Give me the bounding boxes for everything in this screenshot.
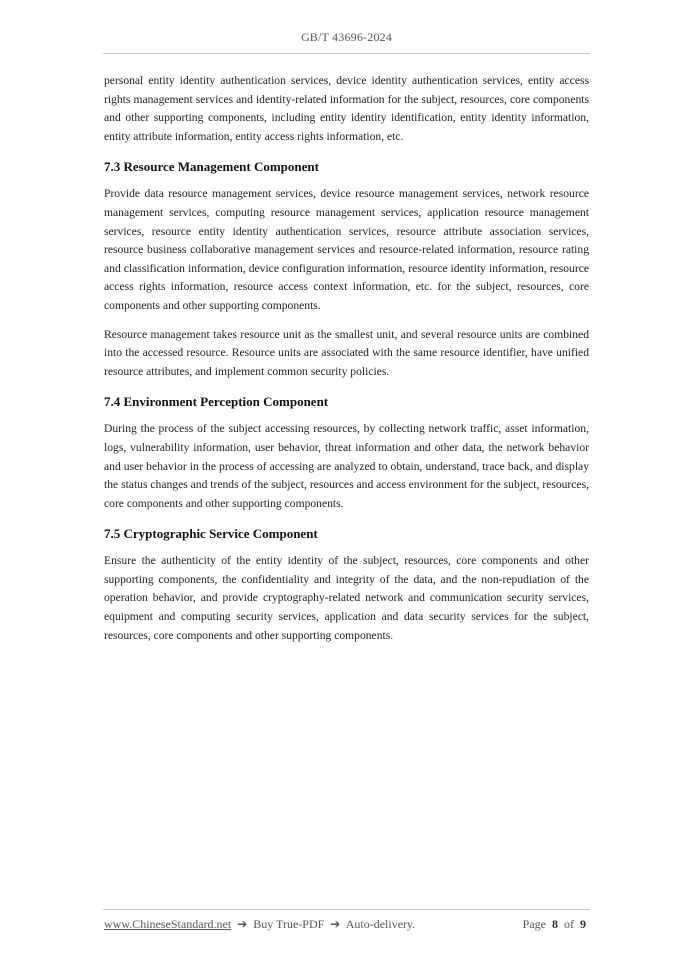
page-footer — [104, 917, 589, 932]
page-total: 9 — [580, 917, 586, 931]
website-link[interactable]: www.ChineseStandard.net — [104, 917, 232, 931]
page-label: Page — [522, 917, 546, 931]
section-7-3-paragraph-2: Resource management takes resource unit as the smallest unit, and several resource units are combined into the accessed resource. Resource units are associated with the same resource identifier, have unified resource attributes, and implement common security policies. — [104, 327, 589, 378]
section-heading-7-5: 7.5 Cryptographic Service Component — [104, 526, 318, 542]
page-header — [0, 30, 693, 45]
page-current: 8 — [552, 917, 558, 931]
section-heading-7-4: 7.4 Environment Perception Component — [104, 394, 329, 410]
arrow-right-icon: ➔ — [330, 917, 341, 931]
footer-left — [104, 917, 415, 932]
section-7-5-paragraph-1: Ensure the authenticity of the entity identity of the subject, resources, core components and other supporting components, the confidentiality and integrity of the data, and the non-repudiation of the operation behavior, and provide cryptography-related network and communication security services, equipment and computing security services, application and data security services for the subject, resources, core components and other supporting components. — [104, 554, 589, 642]
page-indicator — [523, 917, 589, 932]
buy-text: Buy True-PDF — [253, 917, 325, 931]
standard-code: GB/T 43696-2024 — [300, 30, 393, 44]
intro-paragraph: personal entity identity authentication services, device identity authentication services, entity access rights management services and identity-related information for the subject, resources, core components and other supporting components, including entity identity identification, entity identity information, entity attribute information, entity access rights information, etc. — [104, 74, 589, 143]
section-heading-7-3: 7.3 Resource Management Component — [104, 159, 319, 175]
section-7-3-paragraph-1: Provide data resource management services, device resource management services, network resource management services, computing resource management services, application resource management services, resource entity identity authentication services, resource attribute association services, resource business collaborative management services and resource-related information, resource rating and classification information, device configuration information, resource identity information, resource access rights information, resource access context information, etc. for the subject, resources, core components and other supporting components. — [104, 187, 589, 312]
page-of: of — [564, 917, 574, 931]
arrow-right-icon: ➔ — [237, 917, 248, 931]
document-body — [104, 72, 589, 645]
header-divider — [103, 53, 590, 54]
delivery-text: Auto-delivery. — [345, 917, 416, 931]
section-7-4-paragraph-1: During the process of the subject accessing resources, by collecting network traffic, asset information, logs, vulnerability information, user behavior, threat information and other data, the network behavior and user behavior in the process of accessing are analyzed to obtain, understand, trace back, and display the status changes and trends of the subject, resources and access environment for the subject, resources, core components and other supporting components. — [104, 422, 589, 510]
footer-divider — [103, 909, 590, 910]
